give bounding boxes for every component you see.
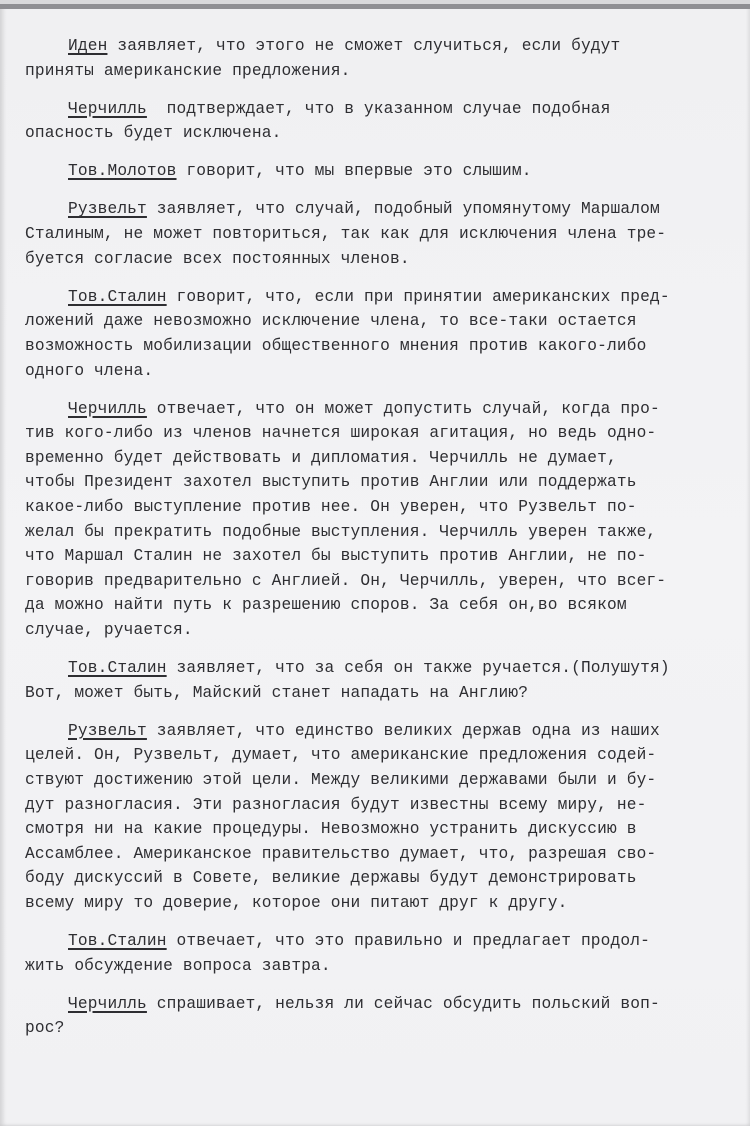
- speech-text: отвечает, что он может допустить случай, когда про-: [146, 399, 660, 418]
- speech-text: говорит, что мы впервые это слышим.: [176, 162, 532, 181]
- paragraph-line: буется согласие всех постоянных членов.: [25, 249, 410, 268]
- paragraph-first-line: [25, 719, 725, 744]
- paragraph-first-line: [25, 285, 725, 310]
- paragraph-line: дут разногласия. Эти разногласия будут известны всему миру, не-: [25, 795, 647, 814]
- paragraph-line: ствуют достижению этой цели. Между великими державами были и бу-: [25, 770, 657, 789]
- speech-paragraph: [25, 159, 725, 184]
- speech-text: подтверждает, что в указанном случае подобная: [146, 99, 611, 118]
- paragraph-line: временно будет действовать и дипломатия. Черчилль не думает,: [25, 448, 617, 467]
- paragraph-line: опасность будет исключена.: [25, 124, 282, 143]
- paragraph-line: желал бы прекратить подобные выступления. Черчилль уверен также,: [25, 522, 657, 541]
- speech-text: отвечает, что это правильно и предлагает продол-: [166, 932, 650, 950]
- speaker-name: Тов.Сталин: [68, 287, 167, 306]
- speaker-name: Рузвельт: [68, 200, 147, 219]
- speech-paragraph: [25, 992, 725, 1041]
- paragraph-first-line: [25, 34, 725, 59]
- speaker-name: Рузвельт: [68, 721, 147, 740]
- paragraph-line: рос?: [25, 1019, 65, 1038]
- speaker-name: Тов.Молотов: [68, 162, 177, 181]
- paragraph-line: случае, ручается.: [25, 620, 193, 639]
- paragraph-line: приняты американские предложения.: [25, 61, 351, 80]
- paragraph-line: какое-либо выступление против нее. Он уверен, что Рузвельт по-: [25, 498, 637, 516]
- speech-paragraph: [25, 719, 725, 916]
- speech-text: заявляет, что единство великих держав одна из наших: [146, 721, 660, 740]
- speech-paragraph: [25, 97, 725, 146]
- paragraph-line: что Маршал Сталин не захотел бы выступить против Англии, не по-: [25, 547, 647, 566]
- page-top-edge: [0, 4, 750, 9]
- paragraph-line: жить обсуждение вопроса завтра.: [25, 956, 331, 975]
- speech-text: спрашивает, нельзя ли сейчас обсудить польский воп-: [146, 994, 660, 1013]
- paragraph-first-line: [25, 159, 725, 184]
- speech-paragraph: [25, 397, 725, 643]
- document-page: [0, 4, 750, 1126]
- speaker-name: Иден: [68, 37, 108, 55]
- speech-text: заявляет, что этого не сможет случиться, если будут: [107, 37, 621, 55]
- paragraph-line: Ассамблее. Американское правительство думает, что, разрешая сво-: [25, 844, 657, 863]
- speech-paragraph: [25, 197, 725, 271]
- speech-paragraph: [25, 285, 725, 383]
- paragraph-first-line: [25, 929, 725, 954]
- paragraph-first-line: [25, 197, 725, 222]
- speech-paragraph: [25, 656, 725, 705]
- speech-paragraph: [25, 929, 725, 978]
- paragraph-line: Сталиным, не может повториться, так как для исключения члена тре-: [25, 225, 667, 244]
- paragraph-line: говорив предварительно с Англией. Он, Черчилль, уверен, что всег-: [25, 571, 667, 590]
- paragraph-line: смотря ни на какие процедуры. Невозможно устранить дискуссию в: [25, 820, 637, 839]
- paragraph-line: ложений даже невозможно исключение члена, то все-таки остается: [25, 312, 637, 331]
- speaker-name: Черчилль: [68, 994, 147, 1013]
- paragraph-line: всему миру то доверие, которое они питают друг к другу.: [25, 893, 568, 912]
- paragraph-first-line: [25, 97, 725, 122]
- speech-text: заявляет, что за себя он также ручается.(Полушутя): [166, 659, 670, 678]
- speech-text: говорит, что, если при принятии американских пред-: [166, 287, 670, 306]
- paragraph-line: да можно найти путь к разрешению споров. За себя он,во всяком: [25, 596, 627, 615]
- paragraph-line: целей. Он, Рузвельт, думает, что американские предложения содей-: [25, 746, 657, 765]
- paragraph-line: тив кого-либо из членов начнется широкая агитация, но ведь одно-: [25, 424, 657, 443]
- typewritten-transcript: [25, 34, 725, 1054]
- paragraph-line: чтобы Президент захотел выступить против Англии или поддержать: [25, 473, 637, 492]
- speaker-name: Черчилль: [68, 99, 147, 118]
- paragraph-first-line: [25, 992, 725, 1017]
- speaker-name: Тов.Сталин: [68, 659, 167, 678]
- paragraph-line: одного члена.: [25, 361, 154, 380]
- speech-text: заявляет, что случай, подобный упомянутому Маршалом: [146, 200, 660, 219]
- speech-paragraph: [25, 34, 725, 83]
- paragraph-line: возможность мобилизации общественного мнения против какого-либо: [25, 336, 647, 355]
- speaker-name: Черчилль: [68, 399, 147, 418]
- paragraph-first-line: [25, 656, 725, 681]
- paragraph-line: Вот, может быть, Майский станет нападать на Англию?: [25, 683, 529, 702]
- paragraph-line: боду дискуссий в Совете, великие державы будут демонстрировать: [25, 869, 637, 888]
- paragraph-first-line: [25, 397, 725, 422]
- speaker-name: Тов.Сталин: [68, 932, 167, 950]
